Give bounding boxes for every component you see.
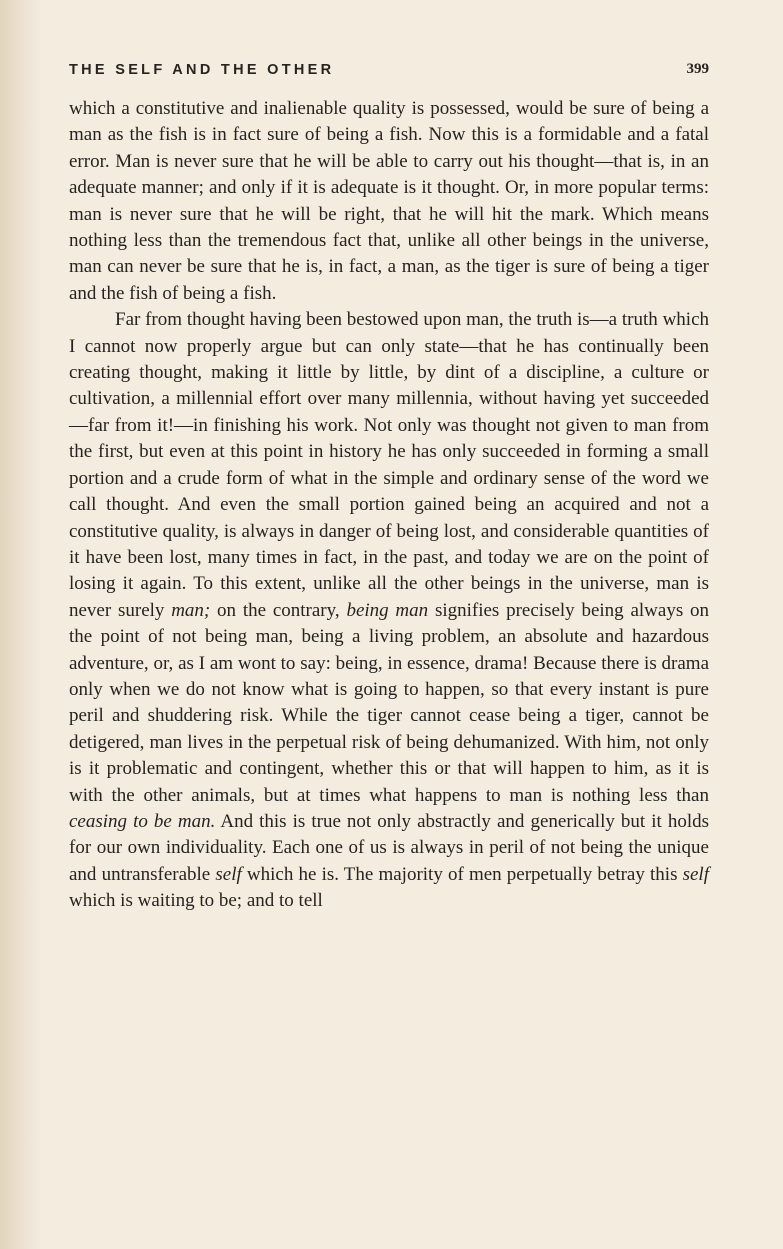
paragraph-2-text: on the contrary, xyxy=(210,599,347,621)
body-text xyxy=(69,96,709,915)
paragraph-1-text: which a constitutive and inalienable quality is possessed, would be sure of being a man as the fish is in fact sure of being a fish. Now this is a formidable and a fatal error. Man is never sure that he will be able to carry out his thought—that is, in an adequate manner; and only if it is adequate is it thought. Or, in more popular terms: man is never sure that he will be right, that he will hit the mark. Which means nothing less than the tremendous fact that, unlike all other beings in the universe, man can never be sure that he is, in fact, a man, as the tiger is sure of being a tiger and the fish of being a fish. xyxy=(69,98,709,304)
emphasis-being-man: being man xyxy=(346,599,429,621)
emphasis-man: man; xyxy=(171,599,211,621)
paragraph-2 xyxy=(69,307,709,914)
emphasis-self: self xyxy=(215,863,242,885)
book-page xyxy=(69,58,709,915)
page-gutter-shadow xyxy=(0,0,42,1249)
paragraph-2-text: signifies precisely being always on the point of not being man, being a living problem, an absolute and hazardous adventure, or, as I am wont to say: being, in essence, drama! Because there is drama only when we do not know what is going to happen, so that every instant is pure peril and shuddering risk. While the tiger cannot cease being a tiger, cannot be detigered, man lives in the perpetual risk of being dehumanized. With him, not only is it problematic and contingent, whether this or that will happen to him, as it is with the other animals, but at times what happens to man is nothing less than xyxy=(69,599,710,806)
paragraph-2-text: Far from thought having been bestowed upon man, the truth is—a truth which I cannot now properly argue but can only state—that he has continually been creating thought, making it little by little, by dint of a discipline, a culture or cultivation, a millennial effort over many millennia, without having yet succeeded—far from it!—in finishing his work. Not only was thought not given to man from the first, but even at this point in history he has only succeeded in forming a small portion and a crude form of what in the simple and ordinary sense of the word we call thought. And even the small portion gained being an acquired and not a constitutive quality, is always in danger of being lost, and considerable quantities of it have been lost, many times in fact, in the past, and today we are on the point of losing it again. To this extent, unlike all the other beings in the universe, man is never surely xyxy=(69,309,709,621)
running-head xyxy=(69,58,709,88)
paragraph-2-text: which he is. The majority of men perpetually betray this xyxy=(241,863,683,885)
paragraph-2-text: And this is true not only abstractly and generically but it holds for our own individuality. Each one of us is always in peril of not being the unique and untransferable xyxy=(69,810,709,885)
running-title: THE SELF AND THE OTHER xyxy=(69,62,335,78)
emphasis-ceasing-to-be-man: ceasing to be man. xyxy=(69,810,216,832)
page-number: 399 xyxy=(686,61,709,77)
paragraph-2-text: which is waiting to be; and to tell xyxy=(69,890,323,912)
paragraph-1 xyxy=(69,96,709,307)
emphasis-self: self xyxy=(682,863,709,885)
